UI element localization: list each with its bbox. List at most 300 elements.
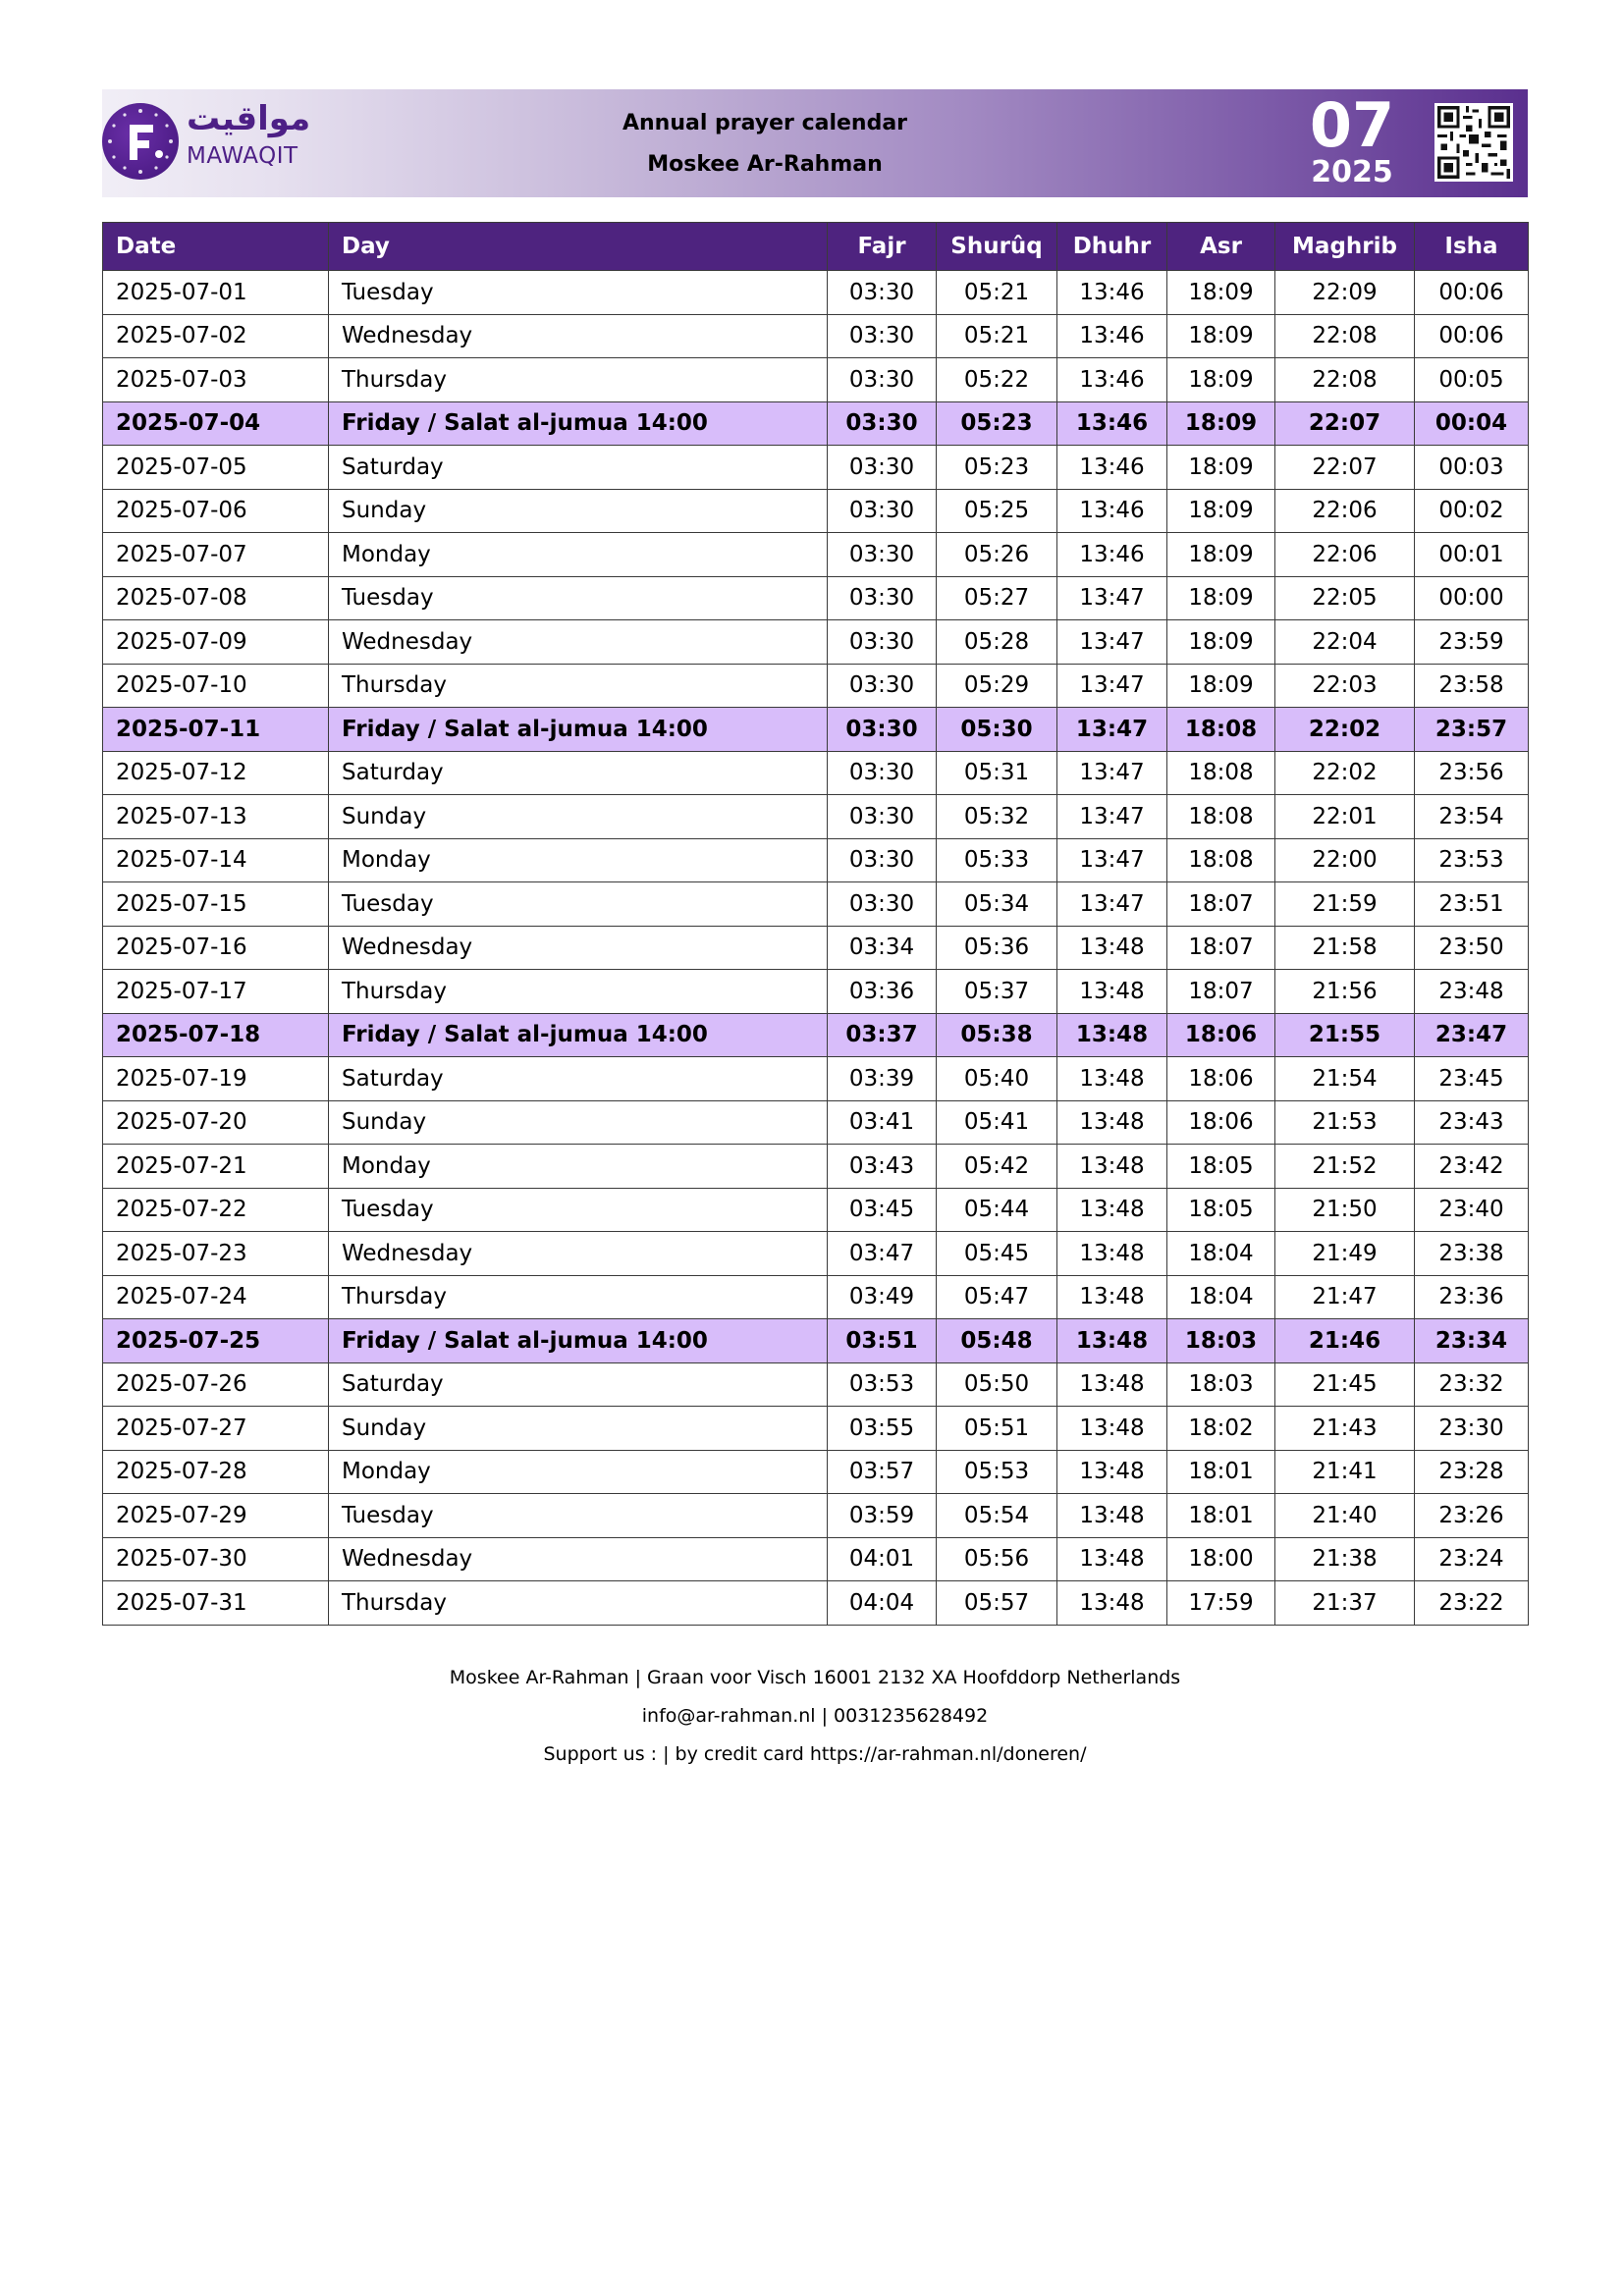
fajr-cell: 03:30 — [828, 882, 937, 927]
shuruq-cell: 05:50 — [937, 1362, 1057, 1407]
date-cell: 2025-07-11 — [103, 708, 329, 752]
shuruq-cell: 05:31 — [937, 751, 1057, 795]
isha-cell: 23:43 — [1415, 1100, 1529, 1145]
maghrib-cell: 21:41 — [1275, 1450, 1415, 1494]
asr-cell: 18:07 — [1167, 970, 1275, 1014]
dhuhr-cell: 13:46 — [1057, 271, 1167, 315]
maghrib-cell: 21:49 — [1275, 1232, 1415, 1276]
dhuhr-cell: 13:47 — [1057, 576, 1167, 620]
fajr-cell: 03:43 — [828, 1145, 937, 1189]
table-row — [103, 1362, 1529, 1407]
column-header-fajr: Fajr — [828, 223, 937, 271]
table-row — [103, 664, 1529, 708]
date-cell: 2025-07-09 — [103, 620, 329, 665]
shuruq-cell: 05:41 — [937, 1100, 1057, 1145]
footer — [102, 1659, 1528, 1774]
maghrib-cell: 21:52 — [1275, 1145, 1415, 1189]
shuruq-cell: 05:29 — [937, 664, 1057, 708]
maghrib-cell: 22:06 — [1275, 533, 1415, 577]
day-cell: Tuesday — [329, 1494, 828, 1538]
column-header-asr: Asr — [1167, 223, 1275, 271]
maghrib-cell: 21:45 — [1275, 1362, 1415, 1407]
day-cell: Friday / Salat al-jumua 14:00 — [329, 401, 828, 446]
table-row — [103, 533, 1529, 577]
asr-cell: 18:09 — [1167, 489, 1275, 533]
date-cell: 2025-07-17 — [103, 970, 329, 1014]
date-cell: 2025-07-14 — [103, 838, 329, 882]
dhuhr-cell: 13:48 — [1057, 1013, 1167, 1057]
maghrib-cell: 21:59 — [1275, 882, 1415, 927]
mawaqit-logo — [102, 99, 318, 187]
dhuhr-cell: 13:48 — [1057, 1057, 1167, 1101]
isha-cell: 23:42 — [1415, 1145, 1529, 1189]
dhuhr-cell: 13:48 — [1057, 1100, 1167, 1145]
logo-arabic-text: مواقيت — [187, 99, 311, 138]
fajr-cell: 03:30 — [828, 314, 937, 358]
asr-cell: 18:03 — [1167, 1319, 1275, 1363]
day-cell: Sunday — [329, 1100, 828, 1145]
date-cell: 2025-07-26 — [103, 1362, 329, 1407]
shuruq-cell: 05:28 — [937, 620, 1057, 665]
day-cell: Friday / Salat al-jumua 14:00 — [329, 708, 828, 752]
table-row — [103, 1319, 1529, 1363]
shuruq-cell: 05:23 — [937, 401, 1057, 446]
fajr-cell: 03:41 — [828, 1100, 937, 1145]
footer-support: Support us : | by credit card https://ar-rahman.nl/doneren/ — [543, 1743, 1087, 1765]
date-cell: 2025-07-05 — [103, 446, 329, 490]
isha-cell: 23:58 — [1415, 664, 1529, 708]
fajr-cell: 03:30 — [828, 620, 937, 665]
date-cell: 2025-07-18 — [103, 1013, 329, 1057]
table-row — [103, 751, 1529, 795]
date-cell: 2025-07-25 — [103, 1319, 329, 1363]
asr-cell: 18:09 — [1167, 533, 1275, 577]
day-cell: Thursday — [329, 358, 828, 402]
date-cell: 2025-07-16 — [103, 926, 329, 970]
day-cell: Sunday — [329, 489, 828, 533]
asr-cell: 17:59 — [1167, 1581, 1275, 1626]
dhuhr-cell: 13:46 — [1057, 533, 1167, 577]
asr-cell: 18:09 — [1167, 314, 1275, 358]
day-cell: Saturday — [329, 1057, 828, 1101]
fajr-cell: 03:34 — [828, 926, 937, 970]
day-cell: Monday — [329, 1145, 828, 1189]
table-row — [103, 1100, 1529, 1145]
maghrib-cell: 22:09 — [1275, 271, 1415, 315]
day-cell: Tuesday — [329, 1188, 828, 1232]
fajr-cell: 03:30 — [828, 708, 937, 752]
shuruq-cell: 05:27 — [937, 576, 1057, 620]
day-cell: Thursday — [329, 664, 828, 708]
maghrib-cell: 21:55 — [1275, 1013, 1415, 1057]
table-row — [103, 1057, 1529, 1101]
isha-cell: 23:50 — [1415, 926, 1529, 970]
qr-code-icon — [1434, 103, 1513, 182]
year-number: 2025 — [1311, 155, 1393, 189]
isha-cell: 23:59 — [1415, 620, 1529, 665]
asr-cell: 18:08 — [1167, 708, 1275, 752]
fajr-cell: 03:37 — [828, 1013, 937, 1057]
table-header-row — [103, 223, 1529, 271]
table-row — [103, 314, 1529, 358]
fajr-cell: 03:30 — [828, 533, 937, 577]
table-row — [103, 708, 1529, 752]
maghrib-cell: 21:54 — [1275, 1057, 1415, 1101]
table-row — [103, 358, 1529, 402]
logo-latin-text: MAWAQIT — [187, 143, 298, 169]
table-row — [103, 271, 1529, 315]
fajr-cell: 04:04 — [828, 1581, 937, 1626]
date-cell: 2025-07-21 — [103, 1145, 329, 1189]
table-row — [103, 1450, 1529, 1494]
table-row — [103, 1537, 1529, 1581]
shuruq-cell: 05:48 — [937, 1319, 1057, 1363]
day-cell: Saturday — [329, 1362, 828, 1407]
asr-cell: 18:05 — [1167, 1145, 1275, 1189]
dhuhr-cell: 13:48 — [1057, 926, 1167, 970]
asr-cell: 18:09 — [1167, 446, 1275, 490]
fajr-cell: 03:51 — [828, 1319, 937, 1363]
isha-cell: 23:38 — [1415, 1232, 1529, 1276]
day-cell: Wednesday — [329, 620, 828, 665]
isha-cell: 23:45 — [1415, 1057, 1529, 1101]
dhuhr-cell: 13:46 — [1057, 358, 1167, 402]
date-cell: 2025-07-13 — [103, 795, 329, 839]
maghrib-cell: 22:07 — [1275, 401, 1415, 446]
isha-cell: 23:53 — [1415, 838, 1529, 882]
dhuhr-cell: 13:48 — [1057, 1362, 1167, 1407]
shuruq-cell: 05:22 — [937, 358, 1057, 402]
isha-cell: 23:40 — [1415, 1188, 1529, 1232]
dhuhr-cell: 13:48 — [1057, 1537, 1167, 1581]
column-header-date: Date — [103, 223, 329, 271]
maghrib-cell: 21:40 — [1275, 1494, 1415, 1538]
column-header-shuruq: Shurûq — [937, 223, 1057, 271]
asr-cell: 18:04 — [1167, 1275, 1275, 1319]
shuruq-cell: 05:57 — [937, 1581, 1057, 1626]
mosque-name: Moskee Ar-Rahman — [647, 152, 883, 177]
maghrib-cell: 22:01 — [1275, 795, 1415, 839]
table-row — [103, 1407, 1529, 1451]
fajr-cell: 03:49 — [828, 1275, 937, 1319]
calendar-header — [102, 89, 1528, 197]
asr-cell: 18:06 — [1167, 1100, 1275, 1145]
date-cell: 2025-07-19 — [103, 1057, 329, 1101]
dhuhr-cell: 13:48 — [1057, 1145, 1167, 1189]
isha-cell: 00:01 — [1415, 533, 1529, 577]
shuruq-cell: 05:30 — [937, 708, 1057, 752]
footer-contact: info@ar-rahman.nl | 0031235628492 — [641, 1705, 989, 1727]
dhuhr-cell: 13:46 — [1057, 446, 1167, 490]
day-cell: Sunday — [329, 795, 828, 839]
maghrib-cell: 21:47 — [1275, 1275, 1415, 1319]
fajr-cell: 03:30 — [828, 795, 937, 839]
day-cell: Saturday — [329, 446, 828, 490]
table-row — [103, 401, 1529, 446]
day-cell: Wednesday — [329, 314, 828, 358]
dhuhr-cell: 13:47 — [1057, 795, 1167, 839]
date-cell: 2025-07-07 — [103, 533, 329, 577]
fajr-cell: 03:53 — [828, 1362, 937, 1407]
shuruq-cell: 05:37 — [937, 970, 1057, 1014]
mawaqit-logo-icon — [102, 103, 179, 180]
table-row — [103, 1581, 1529, 1626]
day-cell: Tuesday — [329, 882, 828, 927]
asr-cell: 18:07 — [1167, 926, 1275, 970]
dhuhr-cell: 13:47 — [1057, 838, 1167, 882]
maghrib-cell: 22:02 — [1275, 708, 1415, 752]
isha-cell: 23:57 — [1415, 708, 1529, 752]
shuruq-cell: 05:54 — [937, 1494, 1057, 1538]
date-cell: 2025-07-30 — [103, 1537, 329, 1581]
prayer-times-table — [102, 222, 1529, 1626]
maghrib-cell: 21:53 — [1275, 1100, 1415, 1145]
day-cell: Wednesday — [329, 1232, 828, 1276]
table-row — [103, 1275, 1529, 1319]
fajr-cell: 03:30 — [828, 664, 937, 708]
day-cell: Thursday — [329, 1275, 828, 1319]
dhuhr-cell: 13:46 — [1057, 314, 1167, 358]
column-header-dhuhr: Dhuhr — [1057, 223, 1167, 271]
fajr-cell: 03:30 — [828, 446, 937, 490]
fajr-cell: 03:30 — [828, 751, 937, 795]
isha-cell: 00:05 — [1415, 358, 1529, 402]
day-cell: Monday — [329, 1450, 828, 1494]
dhuhr-cell: 13:48 — [1057, 1319, 1167, 1363]
table-row — [103, 1188, 1529, 1232]
table-row — [103, 970, 1529, 1014]
maghrib-cell: 22:06 — [1275, 489, 1415, 533]
isha-cell: 00:06 — [1415, 314, 1529, 358]
table-row — [103, 620, 1529, 665]
dhuhr-cell: 13:47 — [1057, 882, 1167, 927]
shuruq-cell: 05:32 — [937, 795, 1057, 839]
shuruq-cell: 05:56 — [937, 1537, 1057, 1581]
date-cell: 2025-07-12 — [103, 751, 329, 795]
fajr-cell: 03:30 — [828, 489, 937, 533]
day-cell: Wednesday — [329, 926, 828, 970]
isha-cell: 00:00 — [1415, 576, 1529, 620]
asr-cell: 18:09 — [1167, 401, 1275, 446]
maghrib-cell: 21:56 — [1275, 970, 1415, 1014]
day-cell: Tuesday — [329, 271, 828, 315]
fajr-cell: 03:36 — [828, 970, 937, 1014]
table-row — [103, 1232, 1529, 1276]
table-row — [103, 1145, 1529, 1189]
header-titles — [544, 109, 986, 180]
maghrib-cell: 22:04 — [1275, 620, 1415, 665]
day-cell: Friday / Salat al-jumua 14:00 — [329, 1319, 828, 1363]
dhuhr-cell: 13:48 — [1057, 1232, 1167, 1276]
maghrib-cell: 22:08 — [1275, 314, 1415, 358]
shuruq-cell: 05:25 — [937, 489, 1057, 533]
isha-cell: 00:03 — [1415, 446, 1529, 490]
fajr-cell: 03:39 — [828, 1057, 937, 1101]
dhuhr-cell: 13:47 — [1057, 620, 1167, 665]
isha-cell: 23:36 — [1415, 1275, 1529, 1319]
asr-cell: 18:09 — [1167, 358, 1275, 402]
table-row — [103, 576, 1529, 620]
shuruq-cell: 05:40 — [937, 1057, 1057, 1101]
table-row — [103, 489, 1529, 533]
table-body — [103, 271, 1529, 1626]
dhuhr-cell: 13:47 — [1057, 664, 1167, 708]
date-cell: 2025-07-27 — [103, 1407, 329, 1451]
isha-cell: 00:06 — [1415, 271, 1529, 315]
shuruq-cell: 05:23 — [937, 446, 1057, 490]
date-cell: 2025-07-29 — [103, 1494, 329, 1538]
shuruq-cell: 05:21 — [937, 271, 1057, 315]
maghrib-cell: 22:08 — [1275, 358, 1415, 402]
date-cell: 2025-07-06 — [103, 489, 329, 533]
table-row — [103, 926, 1529, 970]
table-row — [103, 795, 1529, 839]
shuruq-cell: 05:38 — [937, 1013, 1057, 1057]
isha-cell: 23:24 — [1415, 1537, 1529, 1581]
day-cell: Monday — [329, 533, 828, 577]
shuruq-cell: 05:44 — [937, 1188, 1057, 1232]
asr-cell: 18:01 — [1167, 1494, 1275, 1538]
shuruq-cell: 05:21 — [937, 314, 1057, 358]
dhuhr-cell: 13:46 — [1057, 401, 1167, 446]
date-cell: 2025-07-28 — [103, 1450, 329, 1494]
day-cell: Thursday — [329, 1581, 828, 1626]
column-header-day: Day — [329, 223, 828, 271]
date-cell: 2025-07-23 — [103, 1232, 329, 1276]
asr-cell: 18:01 — [1167, 1450, 1275, 1494]
fajr-cell: 03:30 — [828, 838, 937, 882]
maghrib-cell: 21:58 — [1275, 926, 1415, 970]
day-cell: Saturday — [329, 751, 828, 795]
date-cell: 2025-07-20 — [103, 1100, 329, 1145]
table-row — [103, 446, 1529, 490]
fajr-cell: 03:55 — [828, 1407, 937, 1451]
isha-cell: 23:28 — [1415, 1450, 1529, 1494]
shuruq-cell: 05:33 — [937, 838, 1057, 882]
date-cell: 2025-07-03 — [103, 358, 329, 402]
shuruq-cell: 05:26 — [937, 533, 1057, 577]
isha-cell: 23:34 — [1415, 1319, 1529, 1363]
column-header-isha: Isha — [1415, 223, 1529, 271]
asr-cell: 18:06 — [1167, 1013, 1275, 1057]
date-cell: 2025-07-08 — [103, 576, 329, 620]
dhuhr-cell: 13:46 — [1057, 489, 1167, 533]
isha-cell: 23:22 — [1415, 1581, 1529, 1626]
fajr-cell: 03:30 — [828, 401, 937, 446]
fajr-cell: 03:57 — [828, 1450, 937, 1494]
date-cell: 2025-07-31 — [103, 1581, 329, 1626]
shuruq-cell: 05:34 — [937, 882, 1057, 927]
day-cell: Sunday — [329, 1407, 828, 1451]
column-header-maghrib: Maghrib — [1275, 223, 1415, 271]
table-row — [103, 1013, 1529, 1057]
maghrib-cell: 21:38 — [1275, 1537, 1415, 1581]
shuruq-cell: 05:36 — [937, 926, 1057, 970]
maghrib-cell: 22:05 — [1275, 576, 1415, 620]
dhuhr-cell: 13:48 — [1057, 970, 1167, 1014]
asr-cell: 18:09 — [1167, 620, 1275, 665]
dhuhr-cell: 13:48 — [1057, 1581, 1167, 1626]
fajr-cell: 03:45 — [828, 1188, 937, 1232]
asr-cell: 18:08 — [1167, 838, 1275, 882]
isha-cell: 23:30 — [1415, 1407, 1529, 1451]
shuruq-cell: 05:47 — [937, 1275, 1057, 1319]
isha-cell: 23:47 — [1415, 1013, 1529, 1057]
dhuhr-cell: 13:48 — [1057, 1188, 1167, 1232]
asr-cell: 18:09 — [1167, 664, 1275, 708]
asr-cell: 18:05 — [1167, 1188, 1275, 1232]
maghrib-cell: 22:00 — [1275, 838, 1415, 882]
fajr-cell: 03:30 — [828, 271, 937, 315]
date-cell: 2025-07-24 — [103, 1275, 329, 1319]
day-cell: Friday / Salat al-jumua 14:00 — [329, 1013, 828, 1057]
fajr-cell: 04:01 — [828, 1537, 937, 1581]
asr-cell: 18:02 — [1167, 1407, 1275, 1451]
asr-cell: 18:06 — [1167, 1057, 1275, 1101]
dhuhr-cell: 13:48 — [1057, 1494, 1167, 1538]
asr-cell: 18:03 — [1167, 1362, 1275, 1407]
asr-cell: 18:07 — [1167, 882, 1275, 927]
shuruq-cell: 05:51 — [937, 1407, 1057, 1451]
asr-cell: 18:00 — [1167, 1537, 1275, 1581]
day-cell: Tuesday — [329, 576, 828, 620]
maghrib-cell: 21:50 — [1275, 1188, 1415, 1232]
asr-cell: 18:08 — [1167, 751, 1275, 795]
dhuhr-cell: 13:48 — [1057, 1450, 1167, 1494]
month-number: 07 — [1309, 89, 1395, 161]
dhuhr-cell: 13:47 — [1057, 751, 1167, 795]
shuruq-cell: 05:45 — [937, 1232, 1057, 1276]
footer-address: Moskee Ar-Rahman | Graan voor Visch 16001 2132 XA Hoofddorp Netherlands — [449, 1667, 1181, 1688]
date-cell: 2025-07-04 — [103, 401, 329, 446]
dhuhr-cell: 13:48 — [1057, 1275, 1167, 1319]
fajr-cell: 03:59 — [828, 1494, 937, 1538]
maghrib-cell: 21:37 — [1275, 1581, 1415, 1626]
isha-cell: 23:26 — [1415, 1494, 1529, 1538]
table-row — [103, 1494, 1529, 1538]
asr-cell: 18:08 — [1167, 795, 1275, 839]
day-cell: Monday — [329, 838, 828, 882]
date-cell: 2025-07-22 — [103, 1188, 329, 1232]
shuruq-cell: 05:53 — [937, 1450, 1057, 1494]
isha-cell: 23:56 — [1415, 751, 1529, 795]
fajr-cell: 03:30 — [828, 576, 937, 620]
isha-cell: 23:51 — [1415, 882, 1529, 927]
dhuhr-cell: 13:47 — [1057, 708, 1167, 752]
maghrib-cell: 21:46 — [1275, 1319, 1415, 1363]
isha-cell: 00:04 — [1415, 401, 1529, 446]
date-cell: 2025-07-01 — [103, 271, 329, 315]
date-cell: 2025-07-10 — [103, 664, 329, 708]
fajr-cell: 03:47 — [828, 1232, 937, 1276]
maghrib-cell: 21:43 — [1275, 1407, 1415, 1451]
isha-cell: 00:02 — [1415, 489, 1529, 533]
maghrib-cell: 22:07 — [1275, 446, 1415, 490]
table-row — [103, 882, 1529, 927]
table-row — [103, 838, 1529, 882]
maghrib-cell: 22:02 — [1275, 751, 1415, 795]
dhuhr-cell: 13:48 — [1057, 1407, 1167, 1451]
asr-cell: 18:09 — [1167, 271, 1275, 315]
date-cell: 2025-07-15 — [103, 882, 329, 927]
isha-cell: 23:48 — [1415, 970, 1529, 1014]
date-cell: 2025-07-02 — [103, 314, 329, 358]
isha-cell: 23:54 — [1415, 795, 1529, 839]
day-cell: Thursday — [329, 970, 828, 1014]
asr-cell: 18:04 — [1167, 1232, 1275, 1276]
asr-cell: 18:09 — [1167, 576, 1275, 620]
isha-cell: 23:32 — [1415, 1362, 1529, 1407]
